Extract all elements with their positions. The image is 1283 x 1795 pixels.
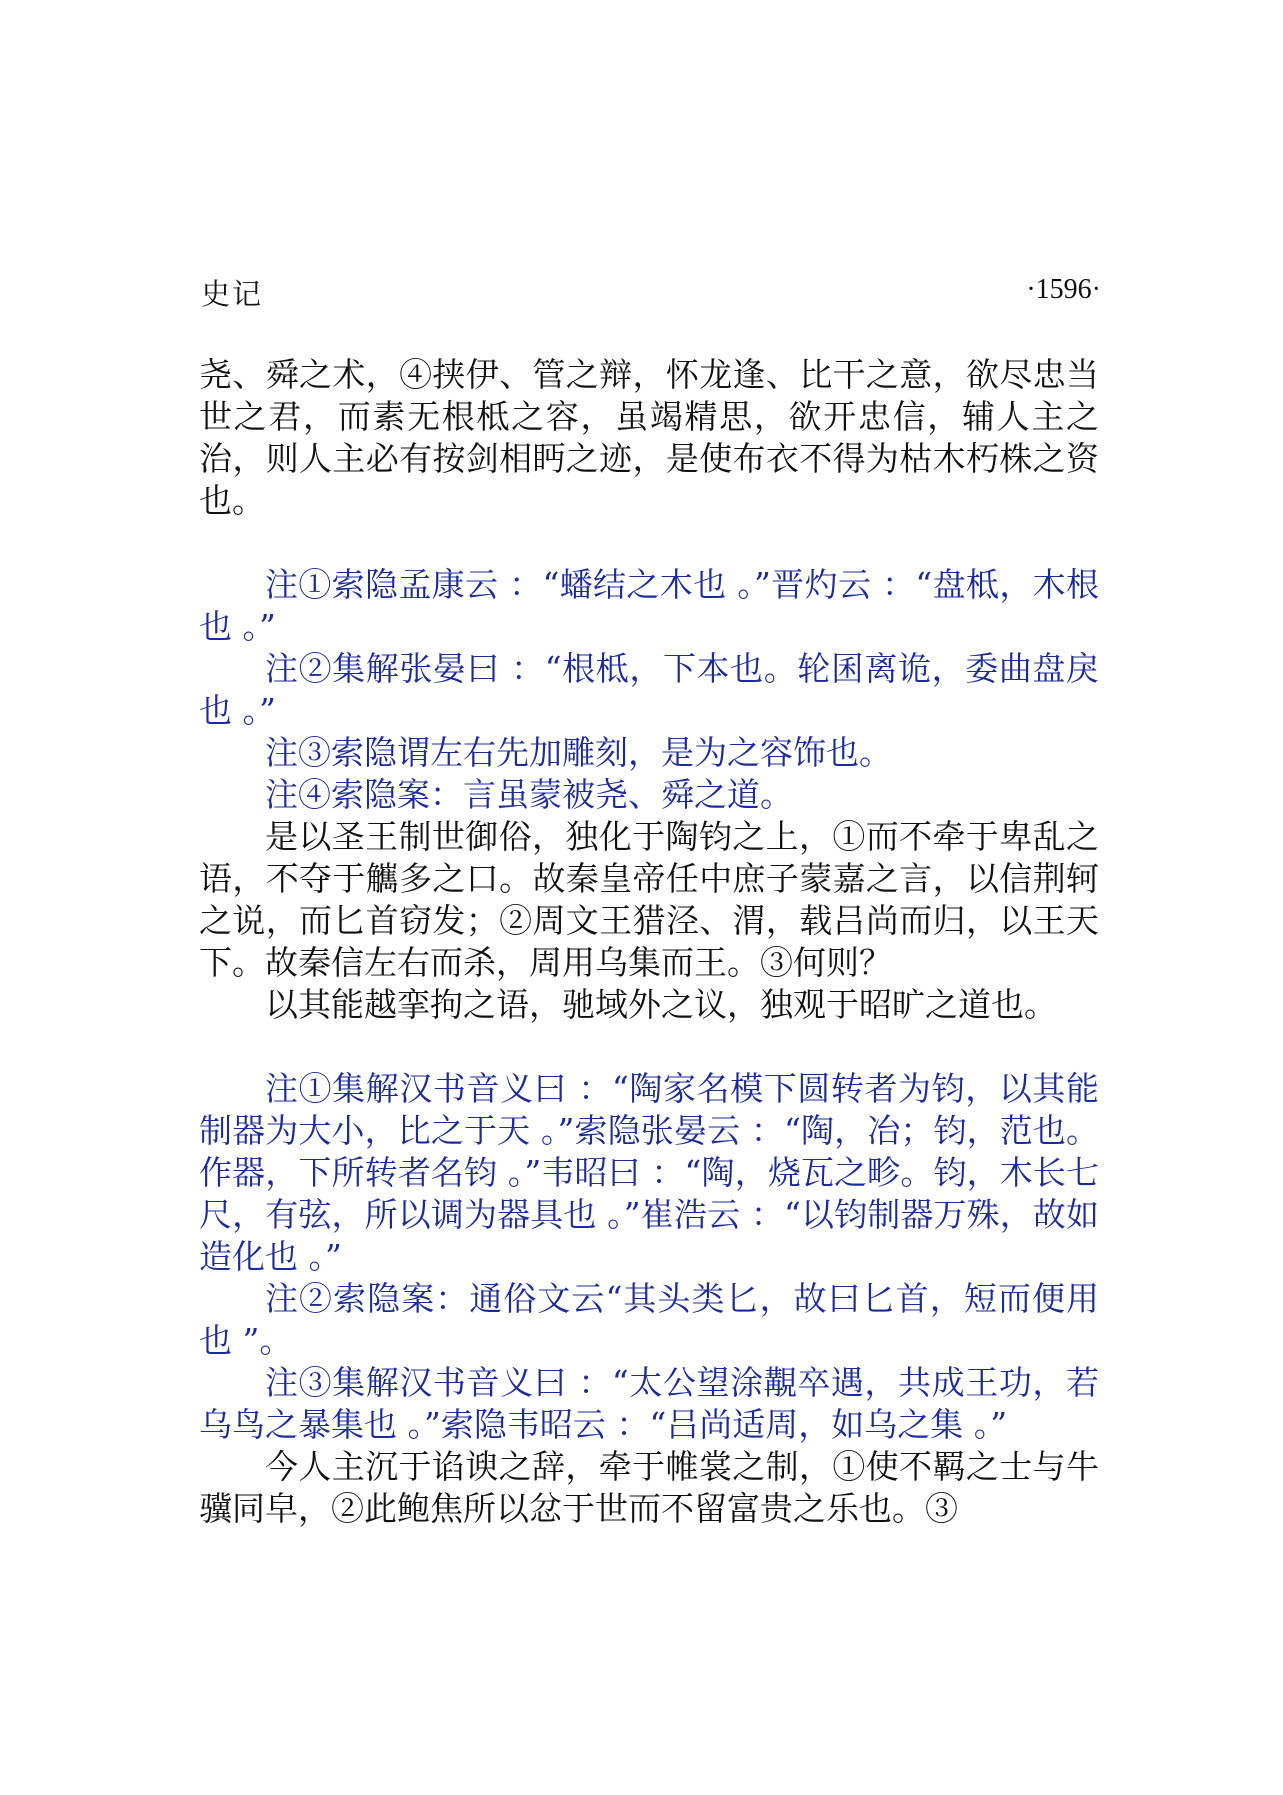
document-page — [199, 262, 1101, 1528]
main-paragraph: 以其能越挛拘之语，驰域外之议，独观于昭旷之道也。 — [265, 985, 1057, 1024]
page-header — [199, 262, 1099, 322]
annotation-paragraph: 注①索隐孟康云 ：“蟠结之木也 。”晋灼云 ：“盘柢，木根也 。” — [199, 565, 1099, 646]
annotation-paragraph: 注①集解汉书音义曰 ：“陶家名模下圆转者为钧，以其能制器为大小，比之于天 。”索隐张晏云 ：“陶，冶；钧，范也。作器，下所转者名钧 。”韦昭曰 ：“陶，烧瓦之畛。钧，木长七尺，有弦，所以调为器具也 。”崔浩云 ：“以钧制器万殊，故如造化也 。” — [199, 1069, 1099, 1276]
annotation-paragraph: 注④索隐案：言虽蒙被尧、舜之道。 — [265, 775, 793, 814]
main-paragraph: 今人主沉于谄谀之辞，牵于帷裳之制，①使不羁之士与牛骥同皁，②此鲍焦所以忿于世而不留富贵之乐也。③ — [199, 1447, 1099, 1528]
annotation-paragraph: 注②集解张晏曰 ：“根柢，下本也。轮囷离诡，委曲盘戾也 。” — [199, 649, 1099, 730]
paragraph-gap — [199, 1026, 1099, 1068]
page-number: ·1596· — [1026, 274, 1101, 305]
main-paragraph: 是以圣王制世御俗，独化于陶钧之上，①而不牵于卑乱之语，不夺于觽多之口。故秦皇帝任中庶子蒙嘉之言，以信荆轲之说，而匕首窃发；②周文王猎泾、渭，载吕尚而归，以王天下。故秦信左右而杀，周用乌集而王。③何则？ — [199, 817, 1099, 982]
main-paragraph: 尧、舜之术，④挟伊、管之辩，怀龙逢、比干之意，欲尽忠当世之君，而素无根柢之容，虽竭精思，欲开忠信，辅人主之治，则人主必有按剑相眄之迹，是使布衣不得为枯木朽株之资也。 — [199, 355, 1099, 520]
paragraph-gap — [199, 522, 1099, 564]
annotation-paragraph: 注③集解汉书音义曰 ：“太公望涂覯卒遇，共成王功，若乌鸟之暴集也 。”索隐韦昭云 ：“吕尚适周，如乌之集 。” — [199, 1363, 1099, 1444]
annotation-paragraph: 注②索隐案：通俗文云“其头类匕，故曰匕首，短而便用也 ”。 — [199, 1279, 1099, 1360]
book-title: 史记 — [201, 277, 264, 311]
annotation-paragraph: 注③索隐谓左右先加雕刻，是为之容饰也。 — [265, 733, 892, 772]
page-body — [199, 354, 1099, 1530]
